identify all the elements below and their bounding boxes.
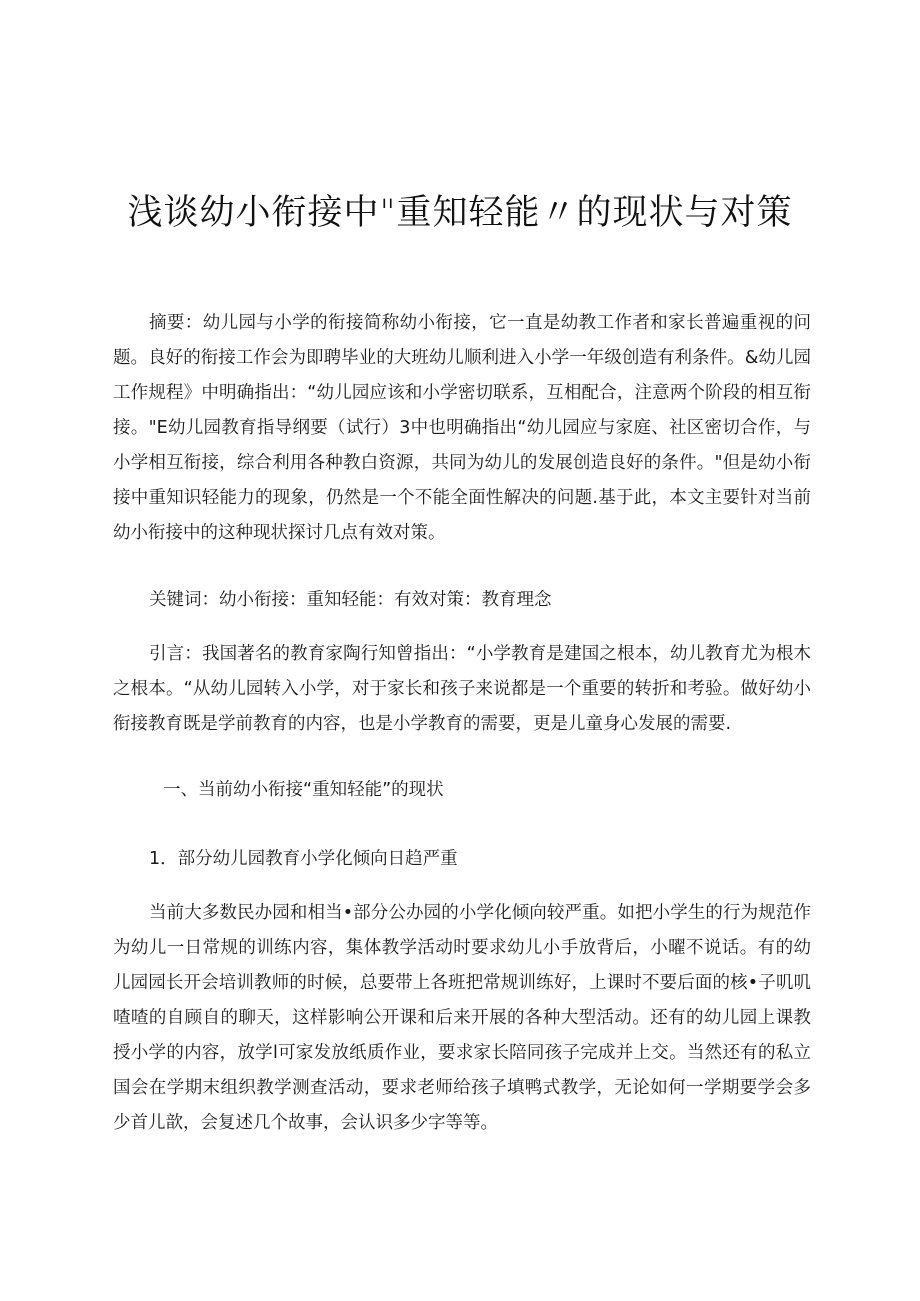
keywords-line: 关键词：幼小衔接：重知轻能：有效对策：教育理念 [149,590,552,610]
section-heading: 一、当前幼小衔接“重知轻能”的现状 [163,780,444,800]
document-title: 浅谈幼小衔接中"重知轻能〃的现状与对策 [127,193,793,234]
body-paragraph: 当前大多数民办园和相当•部分公办园的小学化倾向较严重。如把小学生的行为规范作为幼儿一日常规的训练内容，集体教学活动时要求幼儿小手放背后，小曜不说话。有的幼儿园园长开会培训教师的时候，总要带上各班把常规训练好，上课时不要后面的核•子叽叽喳喳的自顾自的聊天，这样影响公开课和后来开展的各种大型活动。还有的幼儿园上课教授小学的内容，放学l可家发放纸质作业，要求家长陪同孩子完成并上交。当然还有的私立国会在学期末组织教学测查活动，要求老师给孩子填鸭式教学，无论如何一学期要学会多少首儿歆，会复述几个故事，会认识多少字等等。 [113,903,811,1133]
abstract-paragraph: 摘要：幼儿园与小学的衔接简称幼小衔接，它一直是幼教工作者和家长普遍重视的问题。良好的衔接工作会为即聘毕业的大班幼儿顺利进入小学一年级创造有利条件。&幼儿园工作规程》中明确指出：“幼儿园应该和小学密切联系，互相配合，注意两个阶段的相互衔接。"E幼儿园教育指导纲要（试行）3中也明确指出“幼儿园应与家庭、社区密切合作，与小学相互衔接，综合利用各种教白资源，共同为幼儿的发展创造良好的条件。"但是幼小衔接中重知识轻能力的现象，仍然是一个不能全面性解决的问题.基于此，本文主要针对当前幼小衔接中的这种现状探讨几点有效对策。 [113,313,811,543]
subsection-heading: 1．部分幼儿园教育小学化倾向日趋严重 [149,849,458,869]
introduction-paragraph: 引言：我国著名的教育家陶行知曾指出：“小学教育是建国之根本，幼儿教育尤为根木之根本。“从幼儿园转入小学，对于家长和孩子来说都是一个重要的转折和考验。做好幼小衔接教育既是学前教育的内容，也是小学教育的需要，更是儿童身心发展的需要. [113,644,811,734]
